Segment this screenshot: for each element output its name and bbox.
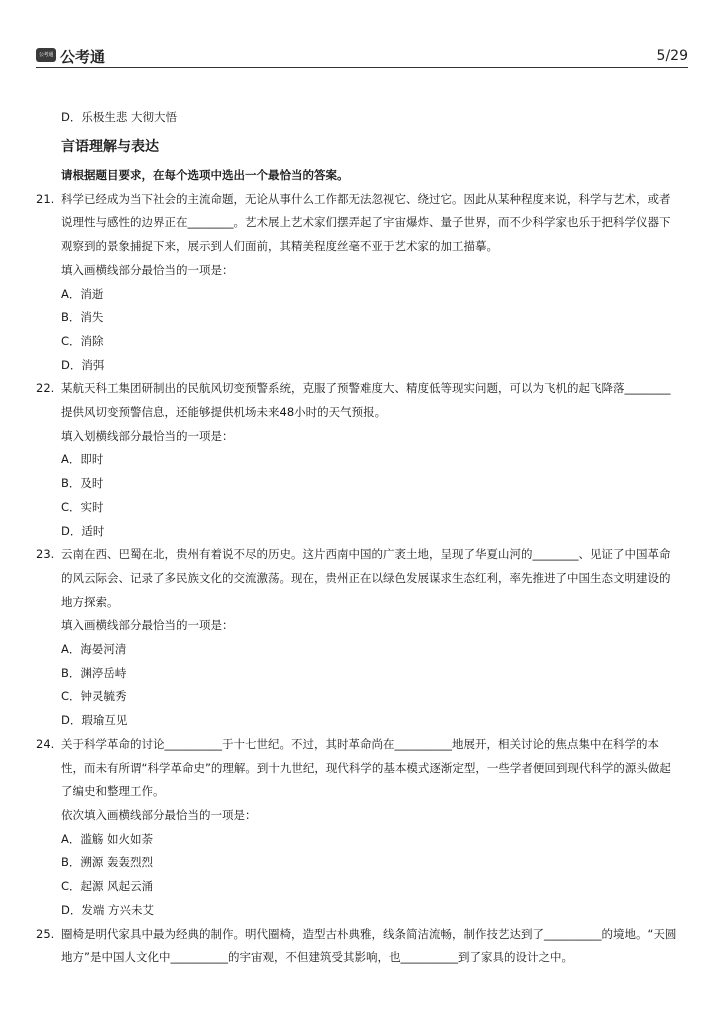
question-stem-line <box>36 733 688 757</box>
answer-option[interactable]: B．溯源 轰轰烈烈 <box>61 855 154 870</box>
answer-option[interactable]: B．渊渟岳峙 <box>61 665 127 680</box>
answer-option[interactable]: A．消逝 <box>61 286 104 301</box>
question-prompt: 依次填入画横线部分最恰当的一项是： <box>61 807 257 822</box>
question-stem-line <box>36 946 688 970</box>
question-stem-line <box>36 401 688 425</box>
question-prompt: 填入划横线部分最恰当的一项是： <box>61 428 234 443</box>
brand-name: 公考通 <box>60 48 106 66</box>
answer-option[interactable]: C．起源 风起云涌 <box>61 879 154 894</box>
answer-option[interactable]: D．发端 方兴未艾 <box>61 902 155 917</box>
answer-option[interactable]: D．消弭 <box>61 357 105 372</box>
question-25 <box>36 923 688 970</box>
question-number: 23. <box>36 547 55 562</box>
answer-option[interactable]: C．消除 <box>61 333 104 348</box>
question-stem-text: 说理性与感性的边界正在________。艺术展上艺术家们摆弄起了宇宙爆炸、量子世界，而不少科学家也乐于把科学仪器下 <box>61 215 671 230</box>
answer-option[interactable]: D．瑕瑜互见 <box>61 713 128 728</box>
answer-option[interactable]: B．消失 <box>61 310 104 325</box>
question-stem-line <box>36 235 688 259</box>
question-stem-text: 性，而未有所谓“科学革命史”的理解。到十九世纪，现代科学的基本模式逐渐定型，一些学者便回到现代科学的源头做起 <box>61 760 671 775</box>
question-stem-text: 关于科学革命的讨论__________于十七世纪。不过，其时革命尚在__________地展开，相关讨论的焦点集中在科学的本 <box>61 736 659 751</box>
answer-option[interactable]: A．滥觞 如火如荼 <box>61 831 154 846</box>
document-body <box>36 106 688 970</box>
question-prompt: 填入画横线部分最恰当的一项是： <box>61 262 234 277</box>
answer-option[interactable]: A．海晏河清 <box>61 642 127 657</box>
question-number: 24. <box>36 736 55 751</box>
question-stem-text: 观察到的景象捕捉下来，展示到人们面前，其精美程度丝毫不亚于艺术家的加工描摹。 <box>61 239 498 254</box>
question-22 <box>36 377 688 543</box>
section-instruction: 请根据题目要求，在每个选项中选出一个最恰当的答案。 <box>61 167 349 182</box>
question-stem-text: 提供风切变预警信息，还能够提供机场未来48小时的天气预报。 <box>61 405 387 420</box>
logo-icon <box>36 48 56 62</box>
question-stem-text: 圈椅是明代家具中最为经典的制作。明代圈椅，造型古朴典雅，线条简洁流畅，制作技艺达到了__________的境地。“天圆 <box>61 926 677 941</box>
question-number: 21. <box>36 191 55 206</box>
question-24 <box>36 733 688 923</box>
page-header <box>36 44 688 68</box>
question-number: 22. <box>36 381 55 396</box>
question-stem-text: 地方探索。 <box>61 594 119 609</box>
question-list <box>36 188 688 970</box>
question-stem-line <box>36 567 688 591</box>
header-divider <box>36 67 688 68</box>
question-stem-text: 地方”是中国人文化中__________的宇宙观，不但建筑受其影响，也__________到了家具的设计之中。 <box>61 950 573 965</box>
question-21 <box>36 188 688 378</box>
question-stem-text: 了编史和整理工作。 <box>61 784 165 799</box>
page-indicator: 5/29 <box>656 48 688 64</box>
question-prompt: 填入画横线部分最恰当的一项是： <box>61 618 234 633</box>
question-stem-line <box>36 591 688 615</box>
question-stem-text: 的风云际会、记录了多民族文化的交流激荡。现在，贵州正在以绿色发展谋求生态红利，率先推进了中国生态文明建设的 <box>61 570 671 585</box>
answer-option[interactable]: C．实时 <box>61 499 104 514</box>
question-stem-line <box>36 211 688 235</box>
question-stem-line <box>36 780 688 804</box>
question-number: 25. <box>36 926 55 941</box>
question-stem-line <box>36 923 688 947</box>
question-stem-line <box>36 757 688 781</box>
question-stem-line <box>36 188 688 212</box>
answer-option[interactable]: B．及时 <box>61 476 104 491</box>
logo-badge-text: 公考通 <box>38 52 54 58</box>
question-23 <box>36 543 688 733</box>
section-title: 言语理解与表达 <box>61 138 159 155</box>
question-stem-line <box>36 543 688 567</box>
answer-option[interactable]: D．适时 <box>61 523 105 538</box>
question-stem-text: 云南在西、巴蜀在北，贵州有着说不尽的历史。这片西南中国的广袤土地，呈现了华夏山河的________、见证了中国革命 <box>61 547 671 562</box>
option-d-previous: D．乐极生悲 大彻大悟 <box>61 110 178 124</box>
question-stem-text: 科学已经成为当下社会的主流命题，无论从事什么工作都无法忽视它、绕过它。因此从某种程度来说，科学与艺术，或者 <box>61 191 671 206</box>
answer-option[interactable]: C．钟灵毓秀 <box>61 689 127 704</box>
question-stem-text: 某航天科工集团研制出的民航风切变预警系统，克服了预警难度大、精度低等现实问题，可以为飞机的起飞降落________ <box>61 381 671 396</box>
answer-option[interactable]: A．即时 <box>61 452 104 467</box>
question-stem-line <box>36 377 688 401</box>
